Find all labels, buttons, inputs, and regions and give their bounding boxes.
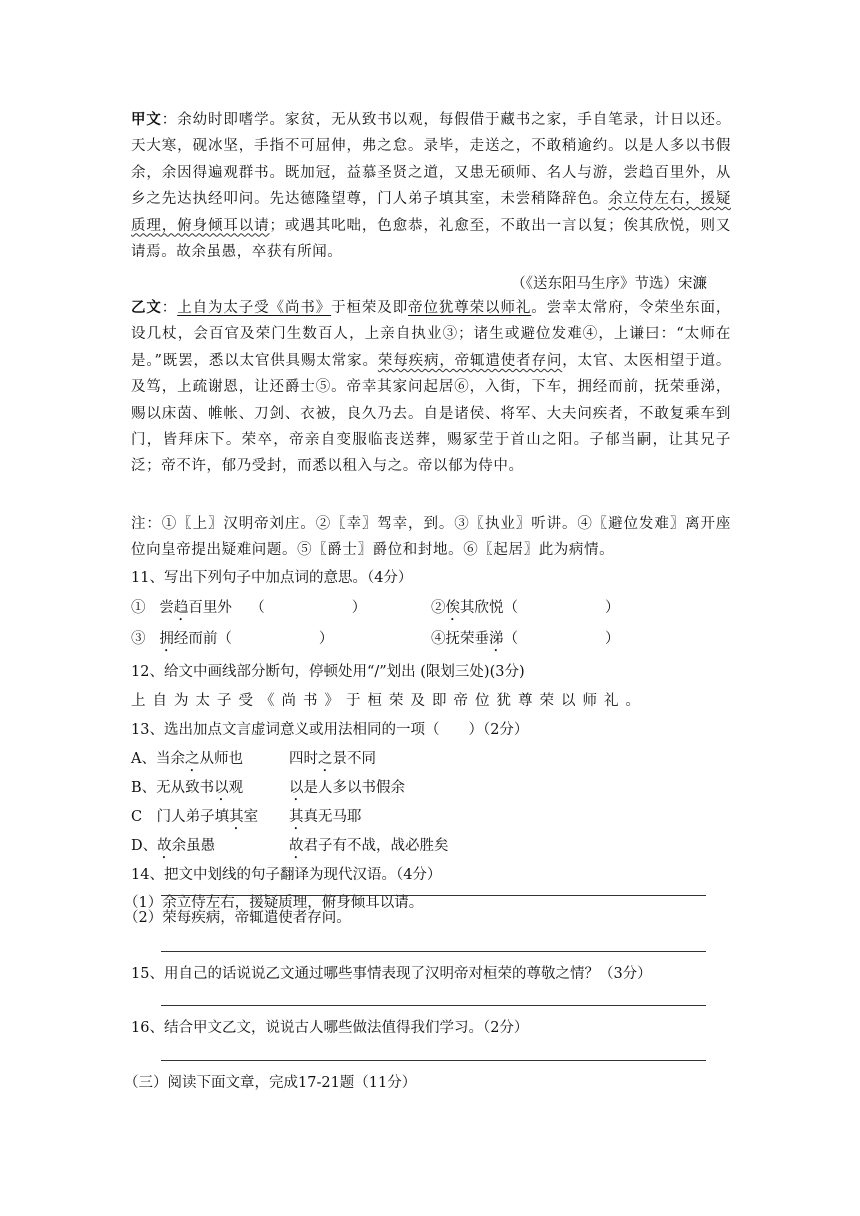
question-11-title: 11、写出下列句子中加点词的意思。（4分）: [131, 570, 413, 586]
question-11-row-2: [131, 627, 731, 651]
passage-yi-underlined-2: 帝位犹尊荣以师礼: [408, 300, 532, 316]
passage-jia-text-1: 余幼时即嗜学。家贫，无从致书以观，每假借于藏书之家，手自笔录，计日以还。天大寒，砚冰坚，手指不可屈伸，弗之怠。录毕，走送之，不敢稍逾约。以是人多以书假余，余因得遍观群书。既加冠，益慕圣贤之道，又患无硕师、名人与游，尝趋百里外，从乡之先达执经叩问。先达德隆望尊，门人弟子填其室，未尝稍降辞色。: [131, 112, 732, 208]
q11-item-2: [431, 596, 620, 624]
passage-jia: [131, 107, 731, 265]
answer-blank[interactable]: （ ）: [503, 600, 620, 616]
item-text: 经而前: [173, 631, 218, 647]
option-text: 观: [228, 780, 244, 796]
option-text: 四时: [289, 751, 318, 767]
question-15-title: 15、用自己的话说说乙文通过哪些事情表现了汉明帝对桓荣的尊敬之情？（3分）: [131, 966, 652, 982]
answer-blank[interactable]: （ ）: [503, 631, 620, 647]
question-12-title: 12、给文中画线部分断句，停顿处用“/”划出 (限划三处)(3分): [131, 664, 525, 680]
dotted-word: 拥: [159, 631, 174, 647]
option-text: A、当余: [131, 751, 185, 767]
item-text: 其欣悦: [460, 600, 504, 616]
passage-jia-text-2: ；或遇其叱咄，色愈恭，礼愈至，不敢出一言以复；俟其欣悦，则又请焉。故余虽愚，卒获有所闻。: [131, 217, 731, 261]
passage-yi-text-3: ，太官、太医相望于道。及笃，上疏谢恩，让还爵士⑤。帝幸其家问起居⑥，入街，下车，拥经而前，抚荣垂涕，赐以床茵、帷帐、刀剑、衣被，良久乃去。自是诸侯、将军、大夫问疾者，不敢复乘车到门，皆拜床下。荣卒，帝亲自变服临丧送葬，赐冢茔于首山之阳。子郁当嗣，让其兄子泛；帝不许，郁乃受封，而悉以租入与之。帝以郁为侍中。: [131, 352, 731, 475]
item-number: ③: [131, 631, 146, 647]
passage-yi-colon: ：: [161, 300, 178, 316]
option-text: 从师也: [199, 751, 243, 767]
question-12-sentence[interactable]: 上自为太子受《尚书》于桓荣及即帝位犹尊荣以师礼。: [131, 693, 647, 709]
passage-yi-label: 乙文: [131, 299, 162, 316]
q11-item-3: [131, 627, 333, 655]
passage-yi-marked-sentence: 荣每疾病，帝辄遣使者存问: [377, 352, 563, 369]
dotted-word: 其: [229, 809, 244, 825]
option-text: 室: [243, 809, 259, 825]
passage-jia-marked-sentence: 余立侍左右，援疑质理，俯身倾耳以请: [131, 191, 731, 234]
option-c[interactable]: [131, 805, 731, 829]
item-text: 尝: [159, 600, 174, 616]
dotted-word: 之: [318, 751, 333, 767]
passage-yi: [131, 295, 731, 480]
question-11-row-1: [131, 596, 731, 620]
q11-item-1: [131, 596, 366, 624]
dotted-word: 故: [157, 838, 172, 854]
question-14-sentence-1: （1）余立侍左右，援疑质理，俯身倾耳以请。: [124, 895, 424, 911]
passage-jia-label: 甲文: [131, 111, 162, 128]
option-a[interactable]: [131, 747, 731, 771]
option-d[interactable]: [131, 834, 731, 858]
option-text: D、: [131, 838, 158, 854]
passage-yi-text-2: 。尝幸太常府，令荣坐东面，设几杖，会百官及荣门生数百人，上亲自执业③；诸生或避位发难④，上谦曰：“太师在是。”既罢，悉以太官供具赐太常家。: [131, 300, 732, 369]
passage-yi-text-1: 于桓荣及即: [331, 300, 409, 316]
item-text: 百里外: [188, 600, 232, 616]
dotted-word: 故: [289, 838, 304, 854]
option-text: 景不同: [332, 751, 376, 767]
passage-jia-colon: ：: [161, 112, 178, 128]
dotted-word: 其: [289, 809, 304, 825]
option-text: 余虽愚: [171, 838, 216, 854]
answer-line-14-1[interactable]: [161, 895, 706, 896]
question-13-title: 13、选出加点文言虚词意义或用法相同的一项（ ）（2分）: [131, 722, 529, 738]
option-text: B、无从致书: [131, 780, 215, 796]
dotted-word: 趋: [173, 600, 189, 616]
option-b[interactable]: [131, 776, 731, 800]
annotations: 注：①〖上〗汉明帝刘庄。②〖幸〗驾幸，到。③〖执业〗听讲。④〖避位发难〗离开座位向皇帝提出疑难问题。⑤〖爵士〗爵位和封地。⑥〖起居〗此为病情。: [131, 516, 731, 559]
option-text: 真无马耶: [303, 809, 362, 825]
option-text: C 门人弟子填: [131, 809, 230, 825]
q11-item-4: [431, 627, 620, 655]
passage-jia-source: （《送东阳马生序》节选）宋濂: [511, 276, 707, 292]
dotted-word: 涕: [489, 631, 504, 647]
dotted-word: 以: [214, 780, 229, 796]
question-14-sentence-2: （2）荣每疾病，帝辄遣使者存问。: [124, 910, 351, 926]
section-3-heading: （三）阅读下面文章，完成17-21题（11分）: [124, 1075, 417, 1091]
question-16-title: 16、结合甲文乙文，说说古人哪些做法值得我们学习。（2分）: [131, 1020, 529, 1036]
passage-yi-underlined-1: 上自为太子受《尚书》: [177, 300, 332, 316]
option-text: 是人多以书假余: [303, 780, 405, 796]
dotted-word: 以: [289, 780, 304, 796]
item-number: ①: [131, 600, 146, 616]
answer-blank[interactable]: （ ）: [217, 631, 334, 647]
dotted-word: 之: [184, 751, 200, 767]
item-number: ④: [431, 631, 446, 647]
answer-blank[interactable]: （ ）: [250, 600, 367, 616]
answer-line-14-2[interactable]: [161, 951, 706, 952]
option-text: 君子有不战，战必胜矣: [303, 838, 449, 854]
item-text: 抚荣垂: [445, 631, 489, 647]
answer-line-16[interactable]: [161, 1060, 706, 1061]
question-14-title: 14、把文中划线的句子翻译为现代汉语。（4分）: [131, 867, 442, 883]
answer-line-15[interactable]: [161, 1005, 706, 1006]
dotted-word: 俟: [445, 600, 460, 616]
item-number: ②: [431, 600, 446, 616]
